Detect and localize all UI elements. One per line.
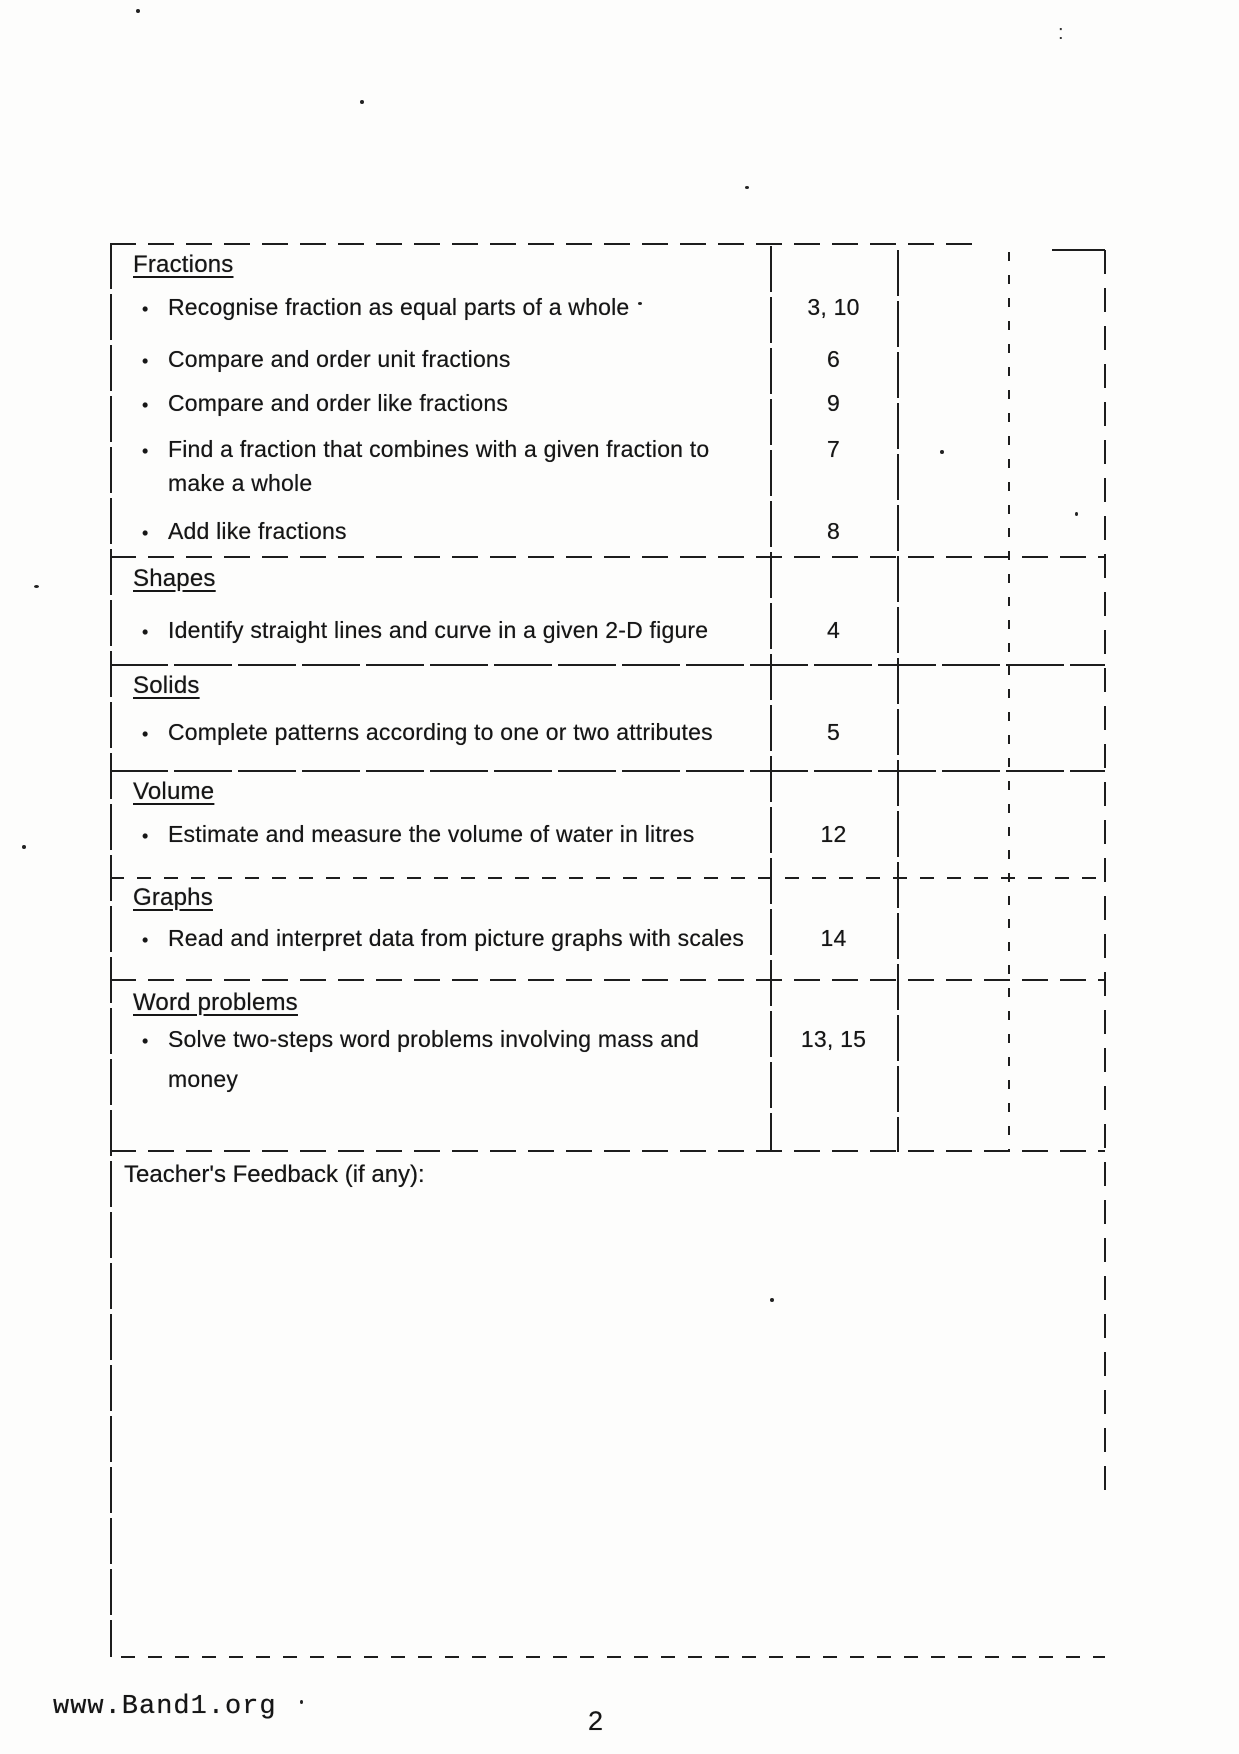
- objective-text: make a whole: [168, 470, 313, 496]
- question-numbers: 7: [827, 436, 840, 462]
- section-divider-volume: [110, 770, 1105, 772]
- objective-text: Add like fractions: [168, 518, 347, 544]
- column-divider-dashed: [1008, 252, 1010, 1152]
- bullet-icon: •: [142, 1031, 149, 1051]
- objective-text: Recognise fraction as equal parts of a whole: [168, 294, 630, 320]
- scan-speck: [34, 585, 39, 588]
- table-border-right: [1104, 250, 1106, 1500]
- table-border-top: [110, 243, 972, 245]
- question-numbers: 9: [827, 390, 840, 416]
- scan-speck: [1075, 512, 1078, 516]
- scan-speck: [940, 450, 944, 454]
- section-heading-shapes: Shapes: [133, 565, 216, 592]
- objective-text: Estimate and measure the volume of water in litres: [168, 821, 695, 847]
- scan-speck: [22, 845, 26, 849]
- scan-speck: [745, 186, 749, 189]
- scan-speck: [638, 302, 642, 305]
- section-divider-graphs: [110, 877, 1105, 879]
- table-border-bottom: [121, 1656, 1105, 1658]
- scan-speck: [360, 100, 364, 104]
- column-divider-questions-left: [770, 246, 772, 1152]
- bullet-icon: •: [142, 441, 149, 461]
- bullet-icon: •: [142, 523, 149, 543]
- question-numbers: 4: [827, 617, 840, 643]
- footer-site-text: www.Band1.org: [53, 1692, 277, 1722]
- question-numbers: 3, 10: [807, 294, 860, 320]
- page-number: 2: [588, 1706, 604, 1736]
- bullet-icon: •: [142, 930, 149, 950]
- section-heading-solids: Solids: [133, 672, 200, 699]
- objective-text: Compare and order like fractions: [168, 390, 509, 416]
- objective-text: Identify straight lines and curve in a given 2-D figure: [168, 617, 709, 643]
- section-heading-fractions: Fractions: [133, 251, 234, 278]
- bullet-icon: •: [142, 622, 149, 642]
- objective-text: money: [168, 1066, 239, 1092]
- section-divider-word-problems: [110, 979, 1105, 981]
- section-divider-shapes: [110, 556, 1105, 558]
- objective-text: Find a fraction that combines with a given fraction to: [168, 436, 710, 462]
- bullet-icon: •: [142, 826, 149, 846]
- question-numbers: 6: [827, 346, 840, 372]
- section-heading-volume: Volume: [133, 778, 215, 805]
- objective-text: Read and interpret data from picture graphs with scales: [168, 925, 745, 951]
- question-numbers: 12: [820, 821, 847, 847]
- scan-speck: [300, 1700, 303, 1704]
- table-border-left: [110, 243, 112, 1657]
- section-heading-graphs: Graphs: [133, 884, 213, 911]
- feedback-label: Teacher's Feedback (if any):: [124, 1161, 425, 1188]
- question-numbers: 13, 15: [800, 1026, 867, 1052]
- scan-speck: [136, 9, 140, 13]
- question-numbers: 14: [820, 925, 847, 951]
- objective-text: Solve two-steps word problems involving mass and: [168, 1026, 700, 1052]
- column-divider-questions-right: [897, 250, 899, 1152]
- objective-text: Compare and order unit fractions: [168, 346, 511, 372]
- bullet-icon: •: [142, 351, 149, 371]
- question-numbers: 8: [827, 518, 840, 544]
- question-numbers: 5: [827, 719, 840, 745]
- section-divider-feedback: [110, 1150, 1105, 1152]
- bullet-icon: •: [142, 724, 149, 744]
- objective-text: Complete patterns according to one or two attributes: [168, 719, 713, 745]
- section-heading-word-problems: Word problems: [133, 989, 298, 1016]
- bullet-icon: •: [142, 299, 149, 319]
- scan-colon-artifact: :: [1058, 22, 1064, 44]
- bullet-icon: •: [142, 395, 149, 415]
- table-border-top-right-segment: [1052, 249, 1105, 251]
- section-divider-solids: [110, 664, 1105, 666]
- scan-speck: [770, 1298, 774, 1302]
